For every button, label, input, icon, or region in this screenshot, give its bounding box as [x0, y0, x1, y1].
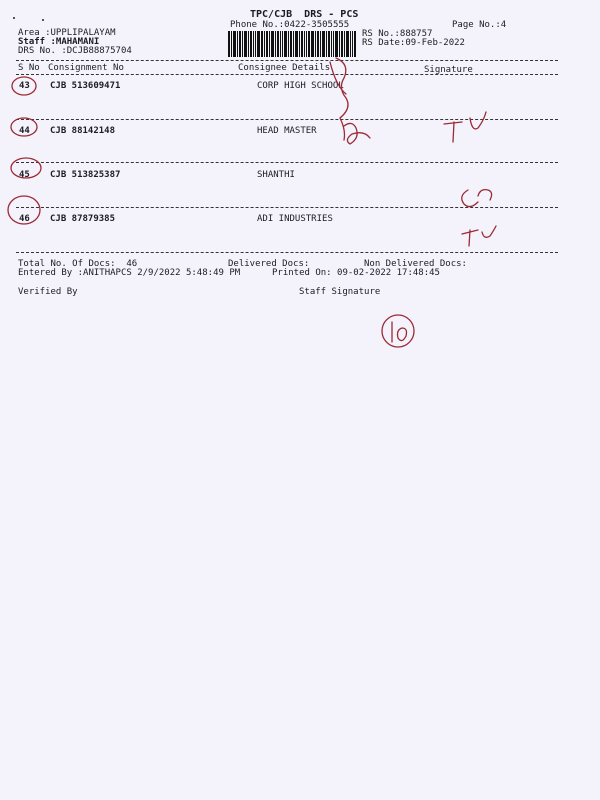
row-consignee: HEAD MASTER [257, 126, 317, 136]
initials-mark-2 [462, 190, 492, 207]
entered-by: Entered By :ANITHAPCS 2/9/2022 5:48:49 PM [18, 268, 241, 278]
delivered-docs: Delivered Docs: [228, 259, 310, 269]
row-sno: 45 [19, 170, 30, 180]
row-consignee: SHANTHI [257, 170, 295, 180]
bracket-mark [336, 58, 348, 140]
column-header-consignee: Consignee Details [238, 63, 331, 73]
row-consignment: CJB 513609471 [50, 81, 121, 91]
row-sno: 46 [19, 214, 30, 224]
row-divider [16, 207, 558, 208]
row-divider [16, 119, 558, 120]
scan-speck [42, 19, 44, 21]
drs-number: DRS No. :DCJB88875704 [18, 46, 132, 56]
row-divider [16, 252, 558, 253]
phone-number: Phone No.:0422-3505555 [230, 20, 350, 30]
printed-on: Printed On: 09-02-2022 17:48:45 [272, 268, 440, 278]
row-divider [16, 162, 558, 163]
rs-number: RS No.:888757 [362, 29, 433, 39]
divider [16, 74, 558, 75]
row-sno: 43 [19, 81, 30, 91]
initials-mark-3 [462, 226, 496, 246]
column-header-signature: Signature [424, 65, 473, 75]
barcode [228, 31, 356, 57]
scan-speck [13, 17, 15, 19]
row-consignment: CJB 513825387 [50, 170, 121, 180]
row-consignment: CJB 88142148 [50, 126, 116, 136]
column-header-sno: S No [18, 63, 40, 73]
scribble-mark [344, 123, 370, 144]
row-consignee: CORP HIGH SCHOOL [257, 81, 344, 91]
row-sno: 44 [19, 126, 30, 136]
page-number-mark [392, 322, 407, 342]
total-docs: Total No. Of Docs: 46 [18, 259, 138, 269]
non-delivered-docs: Non Delivered Docs: [364, 259, 467, 269]
row-consignment: CJB 87879385 [50, 214, 116, 224]
staff-signature-label: Staff Signature [299, 287, 381, 297]
row-consignee: ADI INDUSTRIES [257, 214, 333, 224]
page-number: Page No.:4 [452, 20, 507, 30]
divider [16, 60, 558, 61]
initials-mark-1 [444, 112, 486, 142]
area-field: Area :UPPLIPALAYAM [18, 28, 116, 38]
document-title: TPC/CJB DRS - PCS [250, 9, 359, 20]
circle-page-mark [382, 315, 414, 347]
verified-by-label: Verified By [18, 287, 78, 297]
column-header-consignment: Consignment No [48, 63, 124, 73]
staff-field: Staff :MAHAMANI [18, 37, 100, 47]
rs-date: RS Date:09-Feb-2022 [362, 38, 465, 48]
